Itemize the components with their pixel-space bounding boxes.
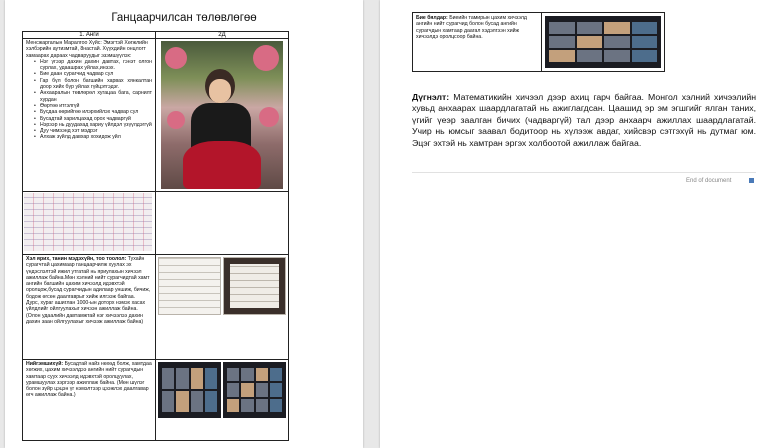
student-info (23, 39, 155, 142)
table-row (23, 255, 289, 360)
section-text: Биеийн тамирын цахим хичээлд ангийн нийт сурагчид болон бусад ангийн сурагчдын хамтаар даагал хэдэлгээн хийж хичээлдэ оролцсоор байна. (416, 15, 527, 40)
col1-header: 1. Анги (23, 32, 156, 39)
video-call-image (545, 16, 661, 68)
video-call-image (158, 362, 221, 418)
list-item: • Гар бүл болон багшийн харвах хянкалтан доор хийх бүр уйлах гүйцэтгэдэг. (40, 78, 152, 91)
worksheet-image (158, 257, 221, 315)
online-class-photos (156, 360, 288, 420)
conclusion-text: Математикийн хичээл дээр ахиц гарч байгаа. Монгол хэлний хичээлийн хувьд анхаарах шаардлагатай нь ажиглагдсан. Цаашид эр эм эгшгийг ялган таних, үгийг үеэр заалган бичих (чадваргүй) тал дээр анхаарч ажиллах шаардлагатай. Учир нь юмсыг заавал бодитоор нь хүлээж авдаг, хийсвэр сэтгэхүй нь дутмаг юм. Эцэг эхтэй нь хамтран эргэх холбоотой ажиллаж байгаа. (412, 92, 756, 148)
list-item: • Алхаж зүйлд давхар хохидож уйл (40, 134, 152, 140)
student-intro: Менсжаргалын Маралгоо Хүйс: Эмэгтэй Хөгжлийн хэлбэрийн аутизмтай, 8настай. Хүүхдийн онцлогт хамаарах дараах чадваруудыг эзэмшүүлэх: (26, 40, 148, 59)
section-heading: Хэл ярих, танин мэдэхүйн, тоо тоолол: (26, 256, 127, 262)
table-header-row (23, 32, 289, 39)
list-item: • Бусдаа өөрийгөө илэрхийлэх чадвар сул (40, 109, 152, 115)
list-item: • Өөртөө итгэлгүй (40, 103, 152, 109)
col2-header: 2Д (156, 32, 289, 39)
skills-list (26, 59, 152, 141)
physical-table (412, 12, 665, 72)
list-item: • Бие даан сурагчид чадвар сул (40, 71, 152, 77)
section-text: Тухайн сурагчтай цахимаар ганцаарчилж хуулах эх үндэслэлтэй ижил утгатай нь яриулахын хичээл ажиллаж байна.Мөн хэлний нийт сурагчидтай хамт ангийн багшийн цахим хичээлд идэвхтэй оролцож,бусад сурагчидын адилаар уншиж, бичиж, бодож өгсөн даалгаврыг хийж илгээж байгаа. (26, 256, 151, 300)
list-item: • Бусадтай харилцахад орох чадваргүй (40, 116, 152, 122)
list-item: • Нэг үгээр дахин дахин давтах, гэнэт олгон сурлах, удаашрах уйлах,инээх. (40, 59, 152, 72)
table-row (23, 360, 289, 441)
section-text: Бусадтай найз нөхөд болж, хамтдаа хөгжих, цахим хичээлдээ ангийн нийт сурагчдын хамтаар суух хичээлд идэвхтэй оролцуулах, урамшуулах зэргээр ажиллаж байна. (Мөн шүлэг болон зүйр цэцэн үг нэмэлтээр цээжлэх даалгавар өгч ажиллаж байна.) (26, 361, 152, 399)
section-heading: Бие бялдар: (416, 15, 448, 21)
social-section (23, 360, 155, 400)
table-row (23, 192, 289, 255)
video-call-image (223, 362, 286, 418)
table-row (23, 39, 289, 192)
conclusion-paragraph (412, 92, 756, 149)
left-page (5, 0, 363, 448)
worksheet-image (223, 257, 286, 315)
conclusion-label: Дүгнэлт: (412, 92, 450, 102)
student-photo (161, 41, 283, 189)
divider (412, 172, 756, 173)
end-marker-icon (749, 178, 754, 183)
worksheet-photos (156, 255, 288, 317)
notebook-photo (24, 193, 152, 251)
section-heading: Нийгэмшихүй: (26, 361, 64, 367)
section-text-2: Дурс, хураг ашиглан 1000-ын доторх нэмэх хасах үйлдлийг ойлгуулахыг хичээн ажиллаж байна. (Олон удаалийн давтамжтай нэг хичээлээ дахин дахин заан ойлгуулахыг хичээж ажиллаж байна) (26, 300, 146, 325)
list-item: • Дуу чимээнд хэт мэдрэг (40, 128, 152, 134)
language-section (23, 255, 155, 326)
physical-section (413, 13, 542, 71)
list-item: • Нэрээр нь дуудахад хариу үйлдэл үзүүлдэггүй (40, 122, 152, 128)
list-item: • Анхааралын төвлөрөл хугацаа бага, сарнилт хурдан (40, 90, 152, 103)
end-of-document-label: End of document (686, 178, 732, 184)
right-page (380, 0, 768, 448)
plan-table (22, 31, 289, 441)
page-title: Ганцаарчилсан төлөвлөгөө (111, 12, 257, 24)
